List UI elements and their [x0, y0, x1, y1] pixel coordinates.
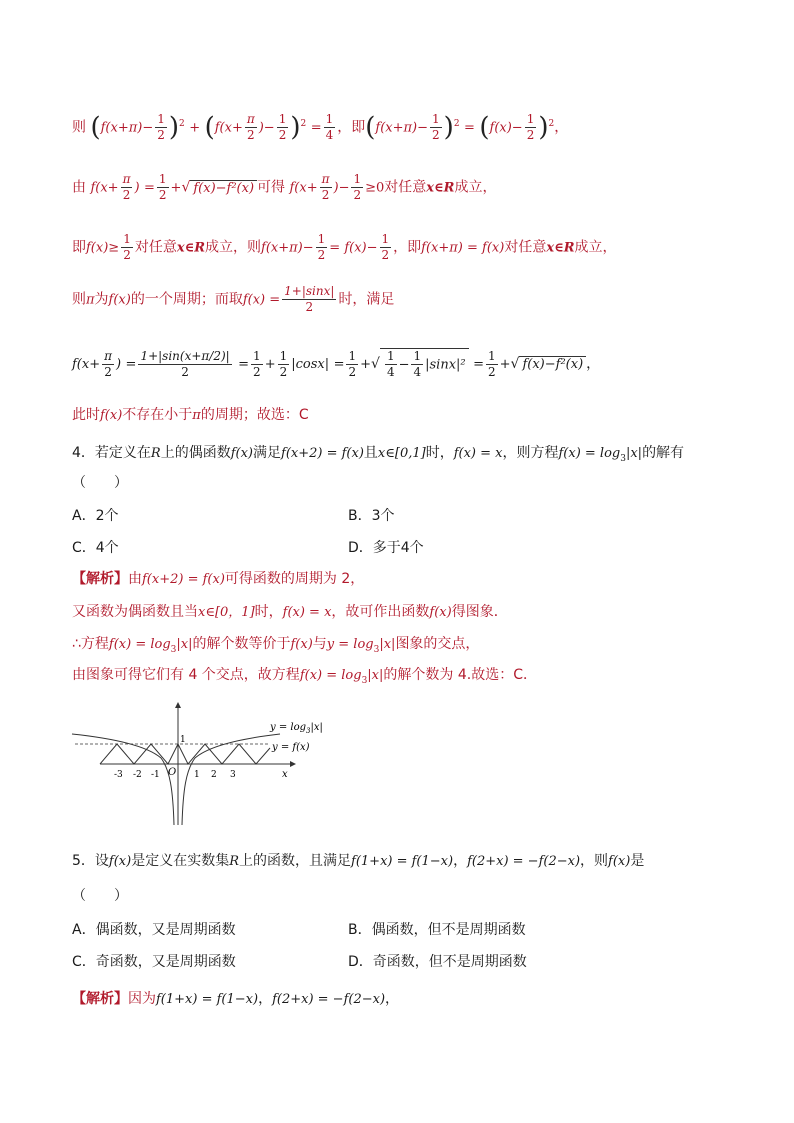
math: x∈R [546, 240, 575, 256]
math: f(1+x) = f(1−x) [351, 854, 454, 869]
tick-label: 3 [230, 770, 236, 780]
fraction: $\frac{1}{2}$ [279, 348, 288, 379]
solution-tag: 【解析】 [72, 991, 128, 1007]
solution-line-4 [72, 284, 394, 315]
graph-x-label: x [282, 769, 288, 780]
q5-option-d[interactable]: D．奇函数，但不是周期函数 [348, 954, 527, 970]
math: f(x+ [90, 180, 119, 196]
text: 成立， [454, 179, 497, 196]
text: ，则 [580, 853, 609, 869]
math: = f(x)− [329, 240, 378, 256]
text: ， [258, 991, 273, 1007]
text: 4．若定义在 [72, 445, 151, 461]
math: π [192, 408, 201, 423]
math: = [238, 357, 250, 372]
math: x∈R [426, 180, 455, 196]
text: 5．设 [72, 853, 109, 869]
math: x∈[0,1] [377, 446, 426, 461]
solution-line-5: f(x+ $\frac{\pi}{2}$ ) = $\frac{1+|\sin(x+\pi/2)|}{2}$ = $\frac{1}{2}$ + $\frac{1}{2}$ |cosx| = $\frac{1}{2}$ +√ $\frac{1}{4}$ − $\frac{1}{4}$ |sinx|² = $\frac{1}{2}$ +√ f(x)−f²(x) ， [72, 348, 601, 379]
text: 由图象可得它们有 4 个交点，故方程 [72, 667, 300, 683]
math: 3 [620, 453, 626, 464]
solution-line-3 [72, 232, 617, 263]
math: = [310, 120, 322, 136]
q4-option-b[interactable]: B．3个 [348, 508, 395, 524]
text: 满足 [253, 445, 282, 461]
text: 得图象． [451, 604, 508, 620]
fraction: $\frac{1}{2}$ [526, 112, 535, 142]
solution-tag: 【解析】 [72, 571, 128, 587]
math: )− [333, 180, 350, 196]
zigzag-fx [100, 744, 270, 764]
text: 时， [425, 445, 454, 461]
math: f(x) [86, 240, 109, 256]
fraction: $\frac{\pi}{2}$ [104, 348, 112, 379]
math: f(x+ [214, 120, 243, 136]
math: ≥0 [365, 180, 385, 196]
q5-solution-line-1 [72, 988, 399, 1008]
math: + [360, 357, 372, 372]
q4-option-c[interactable]: C．4个 [72, 540, 119, 556]
math: f(x+2) = f(x) [281, 446, 364, 461]
solution-line-6 [72, 404, 309, 424]
math: f(x) = log [558, 446, 621, 461]
fraction: $\frac{\pi}{2}$ [246, 112, 255, 142]
text: 对任意 [384, 179, 427, 196]
q4-option-a[interactable]: A．2个 [72, 508, 119, 524]
math: = [473, 357, 484, 372]
question-4 [72, 442, 684, 464]
text: 时， [254, 604, 283, 620]
math: f(x) [108, 292, 131, 308]
text: 的一个周期；而取 [130, 291, 243, 308]
question-5 [72, 850, 644, 870]
q5-option-b[interactable]: B．偶函数，但不是周期函数 [348, 922, 526, 938]
math: x∈R [176, 240, 206, 256]
math: + [170, 180, 182, 196]
math: = [333, 357, 345, 372]
math: f(x) = x [453, 446, 503, 461]
fraction: $\frac{1}{2}$ [353, 172, 362, 202]
math: ) [116, 357, 122, 372]
text: 的周期；故选： [200, 407, 299, 423]
answer: C [298, 407, 309, 423]
graph-label-log: $y = \log_3|x|$ [270, 722, 323, 735]
text: 与 [312, 636, 327, 652]
fraction: $\frac{1+|\sin x|}{2}$ [284, 284, 335, 314]
text: 成立， [574, 239, 617, 256]
solution-line-1: 则 (f(x+π)− $\frac{1}{2}$ )$^2$ + (f(x+ $\frac{\pi}{2}$ )− $\frac{1}{2}$ )$^2$ = $\frac{1}{4}$ ，即(f(x+π)− $\frac{1}{2}$ )$^2$ = (f(x)− $\frac{1}{2}$ )$^2$， [72, 112, 569, 143]
math: f(x) = log [108, 637, 171, 652]
solution-line-2: 由 f(x+ $\frac{\pi}{2}$ ) = $\frac{1}{2}$ +√ f(x)−f²(x) 可得 f(x+ $\frac{\pi}{2}$ )− $\frac{1}{2}$ ≥0对任意x∈R成立， [72, 172, 497, 202]
text: ， [453, 853, 468, 869]
text: 的解有 [642, 445, 685, 461]
math: 2 [300, 118, 307, 129]
graph-origin: O [168, 767, 177, 778]
math: f(x) [230, 446, 254, 461]
fraction: $\frac{1}{2}$ [381, 232, 390, 262]
text: 对任意 [504, 239, 547, 256]
math: |x| [379, 637, 396, 652]
math: |x| [625, 446, 643, 461]
q4-solution-line-2 [72, 601, 508, 621]
math: f(x)−f²(x) [519, 356, 586, 372]
q4-solution-line-4 [72, 664, 537, 686]
sqrt-group: $\frac{1}{4}$ − $\frac{1}{4}$ |sinx|² [380, 348, 469, 380]
text: 图象的交点， [395, 636, 480, 652]
text: ∴方程 [72, 636, 109, 652]
math: f(x) [429, 605, 452, 620]
q5-option-c[interactable]: C．奇函数，又是周期函数 [72, 954, 236, 970]
math: = [464, 120, 475, 136]
math: R [229, 854, 240, 869]
tick-label: -2 [133, 770, 142, 780]
text: ，即 [393, 239, 422, 256]
math: f(x+π) = f(x) [421, 240, 505, 256]
fraction: $\frac{1}{2}$ [432, 112, 440, 142]
fraction: $\frac{1}{2}$ [253, 348, 261, 379]
math: π [86, 292, 95, 308]
math: 3 [373, 644, 380, 655]
fraction: $\frac{1}{2}$ [488, 348, 496, 379]
y-axis-arrow [175, 702, 181, 708]
math: 2 [179, 118, 185, 129]
q4-option-d[interactable]: D．多于4个 [348, 540, 424, 556]
text: 则 [72, 291, 86, 308]
text: 则 [72, 119, 86, 136]
text: 可得 [257, 179, 286, 196]
math: f(x) [608, 854, 631, 869]
q5-option-a[interactable]: A．偶函数，又是周期函数 [72, 922, 236, 938]
x-axis-arrow [290, 761, 296, 767]
text: 时，满足 [338, 291, 395, 308]
math: f(x) = [242, 292, 281, 308]
text: ， [586, 356, 601, 372]
fraction: $\frac{\pi}{2}$ [122, 172, 131, 202]
q4-paren: （ ） [72, 475, 128, 491]
fraction: $\frac{1}{2}$ [278, 112, 287, 142]
math: ) [134, 180, 140, 196]
math: )− [258, 120, 275, 136]
math: f(x)− [489, 120, 523, 136]
q4-solution-line-1 [72, 568, 364, 588]
text: 上的偶函数 [160, 445, 231, 461]
math: |x| [176, 637, 193, 652]
text: 是 [630, 853, 645, 869]
math: f(x+ [72, 357, 101, 372]
tick-label: -1 [151, 770, 160, 780]
math: f(x+ [289, 180, 318, 196]
math: f(x) [100, 408, 123, 423]
fraction: $\frac{\pi}{2}$ [321, 172, 330, 202]
math: f(x+π)− [100, 120, 154, 136]
text: 此时 [72, 407, 100, 423]
math: f(x+2) = f(x) [142, 572, 225, 587]
text: ，则方程 [502, 445, 559, 461]
text: 不存在小于 [122, 407, 193, 423]
text: 的解个数等价于 [192, 636, 291, 652]
math: f(2+x) = −f(2−x) [467, 854, 581, 869]
math: f(1+x) = f(1−x) [156, 992, 259, 1007]
math: R [150, 446, 161, 461]
text: 且 [363, 445, 378, 461]
math: + [499, 357, 511, 372]
text: 由 [72, 179, 86, 196]
math: f(x) [108, 854, 132, 869]
tick-label: -3 [114, 770, 123, 780]
q5-paren: （ ） [72, 888, 128, 904]
text: 成立，则 [205, 239, 262, 256]
fraction: $\frac{1+|\sin(x+\pi/2)|}{2}$ [140, 348, 230, 379]
math: f(x) [290, 637, 313, 652]
tick-label: 1 [194, 770, 200, 780]
fraction: $\frac{1}{2}$ [348, 348, 357, 379]
text: 由 [128, 571, 142, 587]
math: |cosx| [291, 357, 330, 372]
math: + [189, 120, 201, 136]
math: = [143, 180, 155, 196]
math: 2 [453, 118, 460, 129]
text: 的解个数为 4.故选：C． [383, 667, 537, 683]
text: ，故可作出函数 [331, 604, 430, 620]
math: 2 [548, 118, 555, 129]
fraction: $\frac{1}{2}$ [317, 232, 326, 262]
text: 是定义在实数集 [131, 853, 230, 869]
math: f(x+π)− [261, 240, 314, 256]
text: 即 [72, 239, 86, 256]
fraction: $\frac{1}{2}$ [123, 232, 131, 262]
q4-solution-line-3 [72, 633, 479, 655]
math: f(2+x) = −f(2−x) [272, 992, 386, 1007]
fraction: $\frac{1}{2}$ [157, 112, 165, 142]
math: 3 [361, 675, 368, 686]
math: y = log [326, 637, 374, 652]
math: |x| [367, 668, 384, 683]
graph-y1: 1 [180, 735, 186, 745]
text: 因为 [128, 991, 156, 1007]
tick-label: 2 [211, 770, 217, 780]
math: ≥ [108, 240, 120, 256]
text: 上的函数，且满足 [239, 853, 352, 869]
text: ， [385, 991, 400, 1007]
fraction: $\frac{1}{4}$ [325, 112, 334, 142]
math: + [264, 357, 276, 372]
text: 可得函数的周期为 2， [224, 571, 365, 587]
text: 为 [94, 291, 109, 308]
function-graph [70, 700, 330, 830]
math: f(x)−f²(x) [190, 180, 257, 196]
math: f(x) = x [282, 605, 332, 620]
fraction: $\frac{1}{2}$ [158, 172, 167, 202]
math: f(x) = log [299, 668, 362, 683]
math: 3 [170, 644, 177, 655]
math: x∈[0，1] [198, 605, 255, 620]
text: 对任意 [134, 239, 177, 256]
math: f(x+π)− [375, 120, 429, 136]
text: 又函数为偶函数且当 [72, 604, 198, 620]
math: = [125, 357, 137, 372]
text: ，即 [337, 119, 366, 136]
text: ， [554, 119, 569, 136]
graph-label-f: y = f(x) [272, 742, 310, 753]
